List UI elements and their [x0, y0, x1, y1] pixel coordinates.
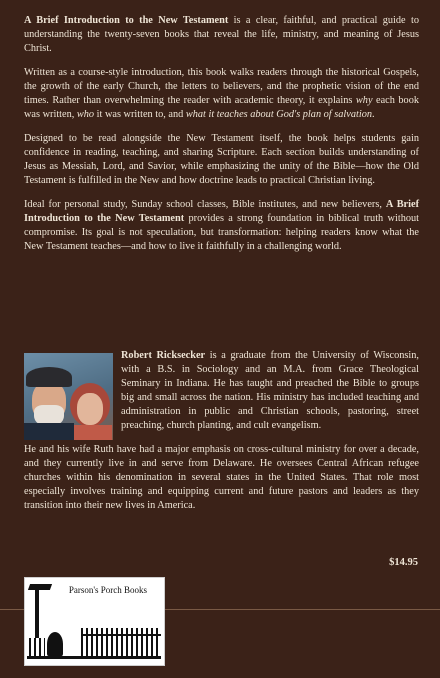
author-photo [24, 353, 113, 440]
book-title: A Brief Introduction to the New Testament [24, 15, 229, 26]
author-bio-2: He and his wife Ruth have had a major emphasis on cross-cultural ministry for over a decade, and they currently live in and serve from Delaware. He oversees Central African refugee churches within his denomination in several states in the United States. That role most especially involves training and equipping current and future pastors and leaders as they transition into their new lives in America. [24, 444, 419, 511]
author-name: Robert Ricksecker [121, 350, 206, 361]
book-description [24, 14, 419, 264]
description-paragraph-3: Designed to be read alongside the New Testament itself, the book helps students gain confidence in reading, teaching, and sharing Scripture. Each section builds understanding of Jesus as Messiah, Lord, and Savior, while emphasizing the unity of the Bible—how the Old Testament is fulfilled in the New and how doctrine leads to practical Christian living. [24, 133, 419, 186]
author-section [24, 349, 419, 523]
book-title: A Brief Introduction to the New Testament [24, 199, 419, 224]
description-paragraph-4: Ideal for personal study, Sunday school classes, Bible institutes, and new believers, A Brief Introduction to the New Testament provides a strong foundation in biblical truth without compromise. Its goal is not speculation, but transformation: helping readers know what the New Testament teaches—and how to live it faithfully in a challenging world. [24, 199, 419, 252]
reader-icon [47, 632, 63, 656]
description-paragraph-2: Written as a course-style introduction, this book walks readers through the historical Gospels, the growth of the early Church, the letters to believers, and the prophetic vision of the end times. Rather than overwhelming the reader with academic theory, it explains why each book was written, who it was written to, and what it teaches about God's plan of salvation. [24, 67, 419, 120]
description-paragraph-1: A Brief Introduction to the New Testament is a clear, faithful, and practical guide to understanding the twenty-seven books that reveal the life, ministry, and meaning of Jesus Christ. [24, 15, 419, 54]
author-bio-1: Robert Ricksecker is a graduate from the University of Wisconsin, with a B.S. in Sociology and an M.A. from Grace Theological Seminary in Indiana. He has taught and preached the Bible to groups big and small across the nation. His ministry has included teaching and administration in public and Christian schools, pastoring, street preaching, church planting, and cult evangelism. [121, 350, 419, 431]
publisher-name: Parson's Porch Books [68, 585, 148, 595]
publisher-logo [24, 577, 165, 666]
price-label: $14.95 [389, 557, 418, 568]
